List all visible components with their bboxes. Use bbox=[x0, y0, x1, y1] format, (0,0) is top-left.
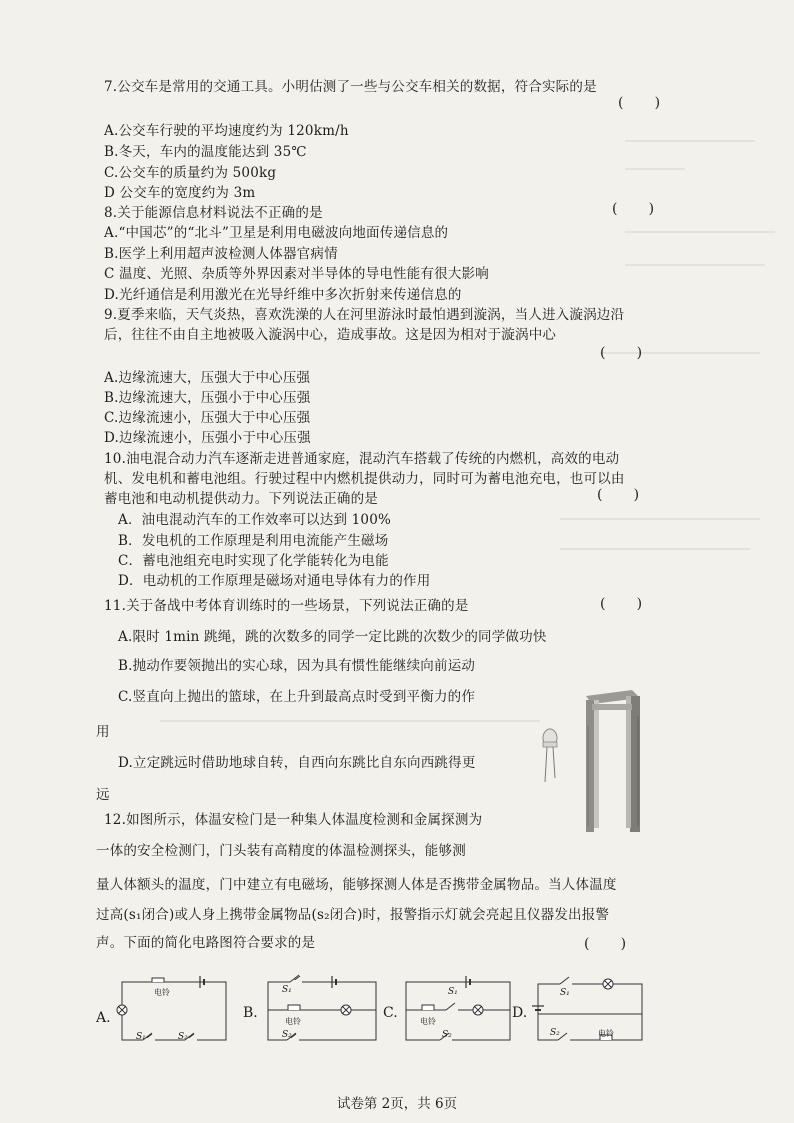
circuit-d-s2: S₂ bbox=[550, 1028, 560, 1038]
bleed-through-mark bbox=[625, 168, 685, 170]
circuit-b-label: B. bbox=[243, 1005, 258, 1021]
bleed-through-mark bbox=[560, 548, 750, 550]
q11-option-d-line1: D.立定跳远时借助地球自转，自西向东跳比自东向西跳得更 bbox=[118, 755, 476, 771]
q9-stem-line1: 9.夏季来临，天气炎热，喜欢洗澡的人在河里游泳时最怕遇到漩涡，当人进入漩涡边沿 bbox=[104, 307, 625, 323]
q10-answer-paren: ( ) bbox=[597, 487, 640, 503]
circuit-d-label: D. bbox=[512, 1005, 528, 1021]
circuit-b-s1: S₁ bbox=[282, 985, 292, 995]
circuit-diagram-d bbox=[530, 970, 650, 1046]
q8-option-d: D.光纤通信是利用激光在光导纤维中多次折射来传递信息的 bbox=[104, 287, 462, 303]
q12-stem-line4: 过高(s₁闭合)或人身上携带金属物品(s₂闭合)时，报警指示灯就会亮起且仪器发出报警 bbox=[96, 907, 610, 923]
temperature-gate-photo bbox=[528, 686, 658, 836]
q11-option-a: A.限时 1min 跳绳，跳的次数多的同学一定比跳的次数少的同学做功快 bbox=[118, 629, 547, 645]
q12-stem-line1: 12.如图所示，体温安检门是一种集人体温度检测和金属探测为 bbox=[104, 812, 483, 828]
circuit-a-label: A. bbox=[96, 1010, 111, 1026]
q7-option-a: A.公交车行驶的平均速度约为 120km/h bbox=[104, 123, 349, 139]
q7-option-d: D 公交车的宽度约为 3m bbox=[104, 185, 256, 201]
circuit-diagram-b bbox=[262, 970, 382, 1046]
circuit-a-s1: S₁ bbox=[136, 1032, 146, 1042]
q10-option-b: B．发电机的工作原理是利用电流能产生磁场 bbox=[118, 533, 389, 549]
circuit-b-bell-text: 电铃 bbox=[285, 1017, 301, 1026]
circuit-diagram-c bbox=[400, 970, 520, 1046]
bleed-through-mark bbox=[560, 518, 760, 520]
q9-option-a: A.边缘流速大，压强大于中心压强 bbox=[104, 370, 311, 386]
bleed-through-mark bbox=[625, 264, 765, 266]
circuit-d-s1: S₁ bbox=[560, 988, 570, 998]
q7-option-c: C.公交车的质量约为 500kg bbox=[104, 165, 277, 181]
circuit-c-s2: S₂ bbox=[442, 1030, 452, 1040]
circuit-c-bell-text: 电铃 bbox=[420, 1017, 436, 1026]
q12-answer-paren: ( ) bbox=[584, 936, 627, 952]
circuit-b-s2: S₂ bbox=[282, 1030, 292, 1040]
q8-answer-paren: ( ) bbox=[612, 201, 655, 217]
q10-option-d: D．电动机的工作原理是磁场对通电导体有力的作用 bbox=[118, 573, 431, 589]
q10-option-a: A．油电混动汽车的工作效率可以达到 100% bbox=[118, 512, 392, 528]
q7-option-b: B.冬天，车内的温度能达到 35℃ bbox=[104, 144, 307, 160]
q12-stem-line5: 声。下面的简化电路图符合要求的是 bbox=[96, 935, 316, 951]
q7-answer-paren: ( ) bbox=[618, 95, 661, 111]
circuit-c-s1: S₁ bbox=[448, 987, 458, 997]
q9-option-b: B.边缘流速大，压强小于中心压强 bbox=[104, 390, 311, 406]
q10-stem-line2: 机、发电机和蓄电池组。行驶过程中内燃机提供动力，同时可为蓄电池充电，也可以由 bbox=[104, 471, 625, 487]
q12-stem-line3: 量人体额头的温度，门中建立有电磁场，能够探测人体是否携带金属物品。当人体温度 bbox=[96, 877, 617, 893]
bleed-through-mark bbox=[625, 140, 755, 142]
q11-stem: 11.关于备战中考体育训练时的一些场景，下列说法正确的是 bbox=[104, 598, 469, 614]
circuit-a-bell-text: 电铃 bbox=[154, 988, 170, 997]
q11-option-b: B.抛动作要领抛出的实心球，因为具有惯性能继续向前运动 bbox=[118, 658, 476, 674]
q12-stem-line2: 一体的安全检测门，门头装有高精度的体温检测探头，能够测 bbox=[96, 843, 466, 859]
circuit-diagram-a bbox=[114, 970, 234, 1046]
q10-stem-line1: 10.油电混合动力汽车逐渐走进普通家庭，混动汽车搭载了传统的内燃机，高效的电动 bbox=[104, 451, 620, 467]
circuit-a-s2: S₂ bbox=[178, 1032, 188, 1042]
q8-stem: 8.关于能源信息材料说法不正确的是 bbox=[104, 205, 323, 221]
q7-stem: 7.公交车是常用的交通工具。小明估测了一些与公交车相关的数据，符合实际的是 bbox=[104, 79, 597, 95]
q9-option-d: D.边缘流速小，压强小于中心压强 bbox=[104, 430, 311, 446]
page-footer: 试卷第 2页，共 6页 bbox=[336, 1096, 458, 1112]
circuit-c-label: C. bbox=[383, 1005, 398, 1021]
q10-option-c: C．蓄电池组充电时实现了化学能转化为电能 bbox=[118, 553, 389, 569]
q10-stem-line3: 蓄电池和电动机提供动力。下列说法正确的是 bbox=[104, 491, 378, 507]
q11-option-d-line2: 远 bbox=[96, 787, 110, 803]
q8-option-b: B.医学上利用超声波检测人体器官病情 bbox=[104, 246, 338, 262]
bleed-through-mark bbox=[160, 720, 540, 722]
q9-option-c: C.边缘流速小，压强大于中心压强 bbox=[104, 410, 311, 426]
q9-stem-line2: 后，往往不由自主地被吸入漩涡中心，造成事故。这是因为相对于漩涡中心 bbox=[104, 327, 557, 343]
q8-option-a: A.“中国芯”的“北斗”卫星是利用电磁波向地面传递信息的 bbox=[104, 225, 449, 241]
q11-option-c-line1: C.竖直向上抛出的篮球，在上升到最高点时受到平衡力的作 bbox=[118, 689, 476, 705]
q11-answer-paren: ( ) bbox=[600, 596, 643, 612]
q11-option-c-line2: 用 bbox=[96, 724, 110, 740]
bleed-through-mark bbox=[625, 231, 775, 233]
circuit-d-bell-text: 电铃 bbox=[598, 1029, 614, 1038]
q9-answer-paren: ( ) bbox=[600, 345, 643, 361]
q8-option-c: C 温度、光照、杂质等外界因素对半导体的导电性能有很大影响 bbox=[104, 266, 489, 282]
